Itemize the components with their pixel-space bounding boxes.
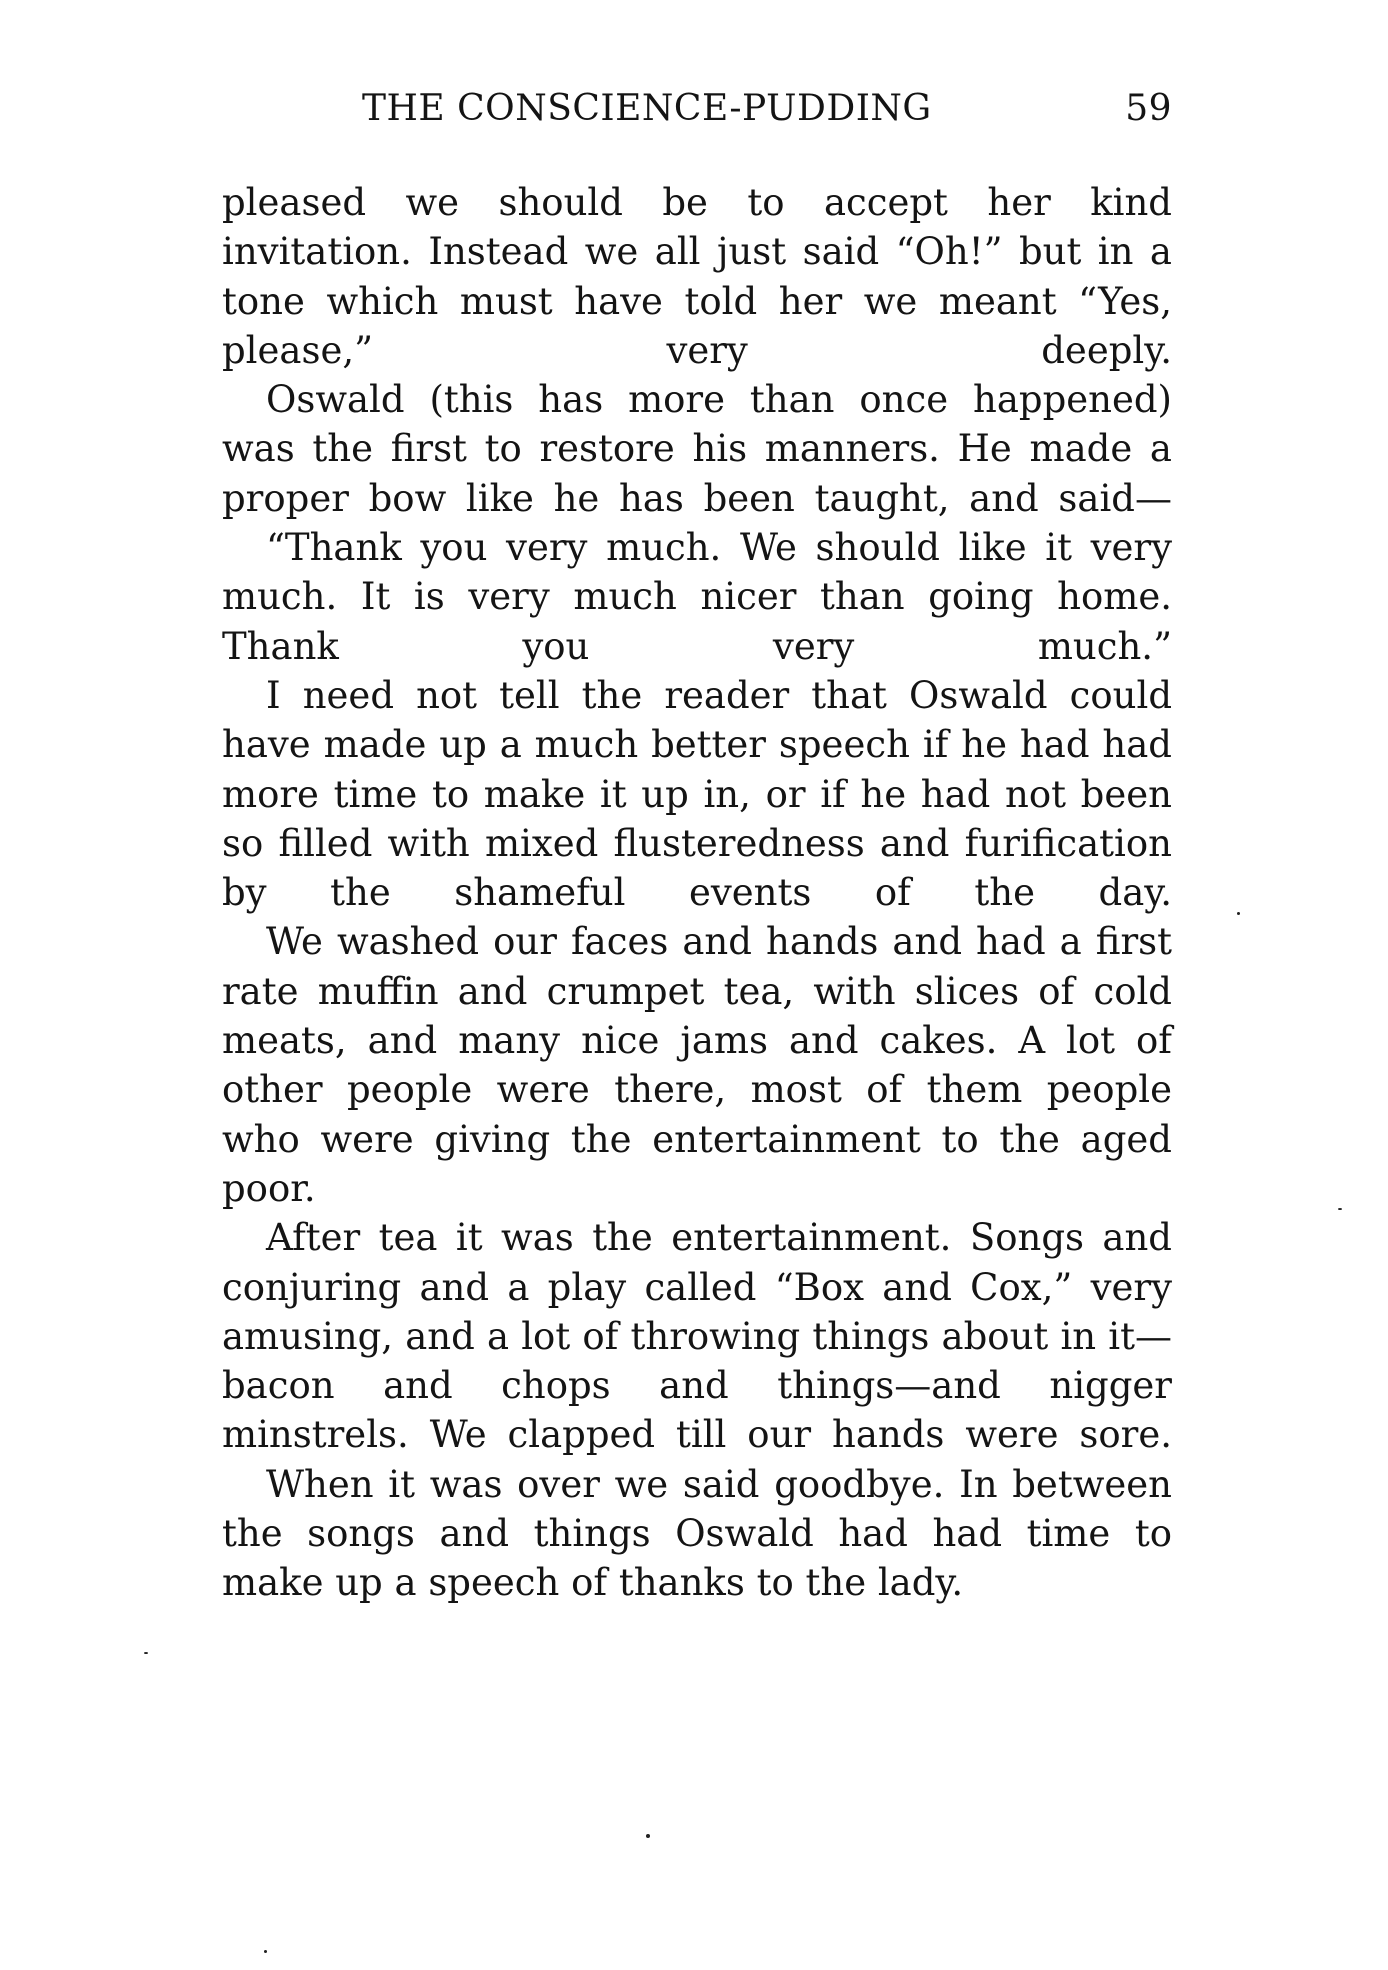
print-speck bbox=[144, 1652, 148, 1654]
print-speck bbox=[1338, 1208, 1342, 1210]
paragraph-3: “Thank you very much. We should like it very much. It is very much nicer than going home. Thank you very much.” bbox=[222, 526, 1172, 668]
body-text bbox=[222, 178, 1172, 1608]
page-number: 59 bbox=[1125, 88, 1172, 129]
chapter-title: THE CONSCIENCE-PUDDING bbox=[362, 88, 932, 129]
paragraph-1: pleased we should be to accept her kind invitation. Instead we all just said “Oh!” but in a tone which must have told her we meant “Yes, please,” very deeply. bbox=[222, 181, 1172, 372]
paragraph-7: When it was over we said goodbye. In between the songs and things Oswald had had time to make up a speech of thanks to the lady. bbox=[222, 1462, 1172, 1605]
print-speck bbox=[264, 1950, 267, 1953]
paragraph-2: Oswald (this has more than once happened) was the first to restore his manners. He made a proper bow like he has been taught, and said— bbox=[222, 378, 1172, 520]
paragraph-4: I need not tell the reader that Oswald could have made up a much better speech if he had had more time to make it up in, or if he had not been so filled with mixed flusteredness and furification by the shameful events of the day. bbox=[222, 673, 1172, 915]
paragraph-5: We washed our faces and hands and had a first rate muffin and crumpet tea, with slices of cold meats, and many nice jams and cakes. A lot of other people were there, most of them people who were giving the entertainment to the aged poor. bbox=[222, 920, 1172, 1210]
paragraph-6: After tea it was the entertainment. Songs and conjuring and a play called “Box and Cox,” very amusing, and a lot of throwing things about in it—bacon and chops and things—and nigger minstrels. We clapped till our hands were sore. bbox=[222, 1216, 1172, 1457]
print-speck bbox=[646, 1834, 650, 1838]
print-speck bbox=[1237, 912, 1240, 915]
running-head bbox=[222, 88, 1172, 138]
